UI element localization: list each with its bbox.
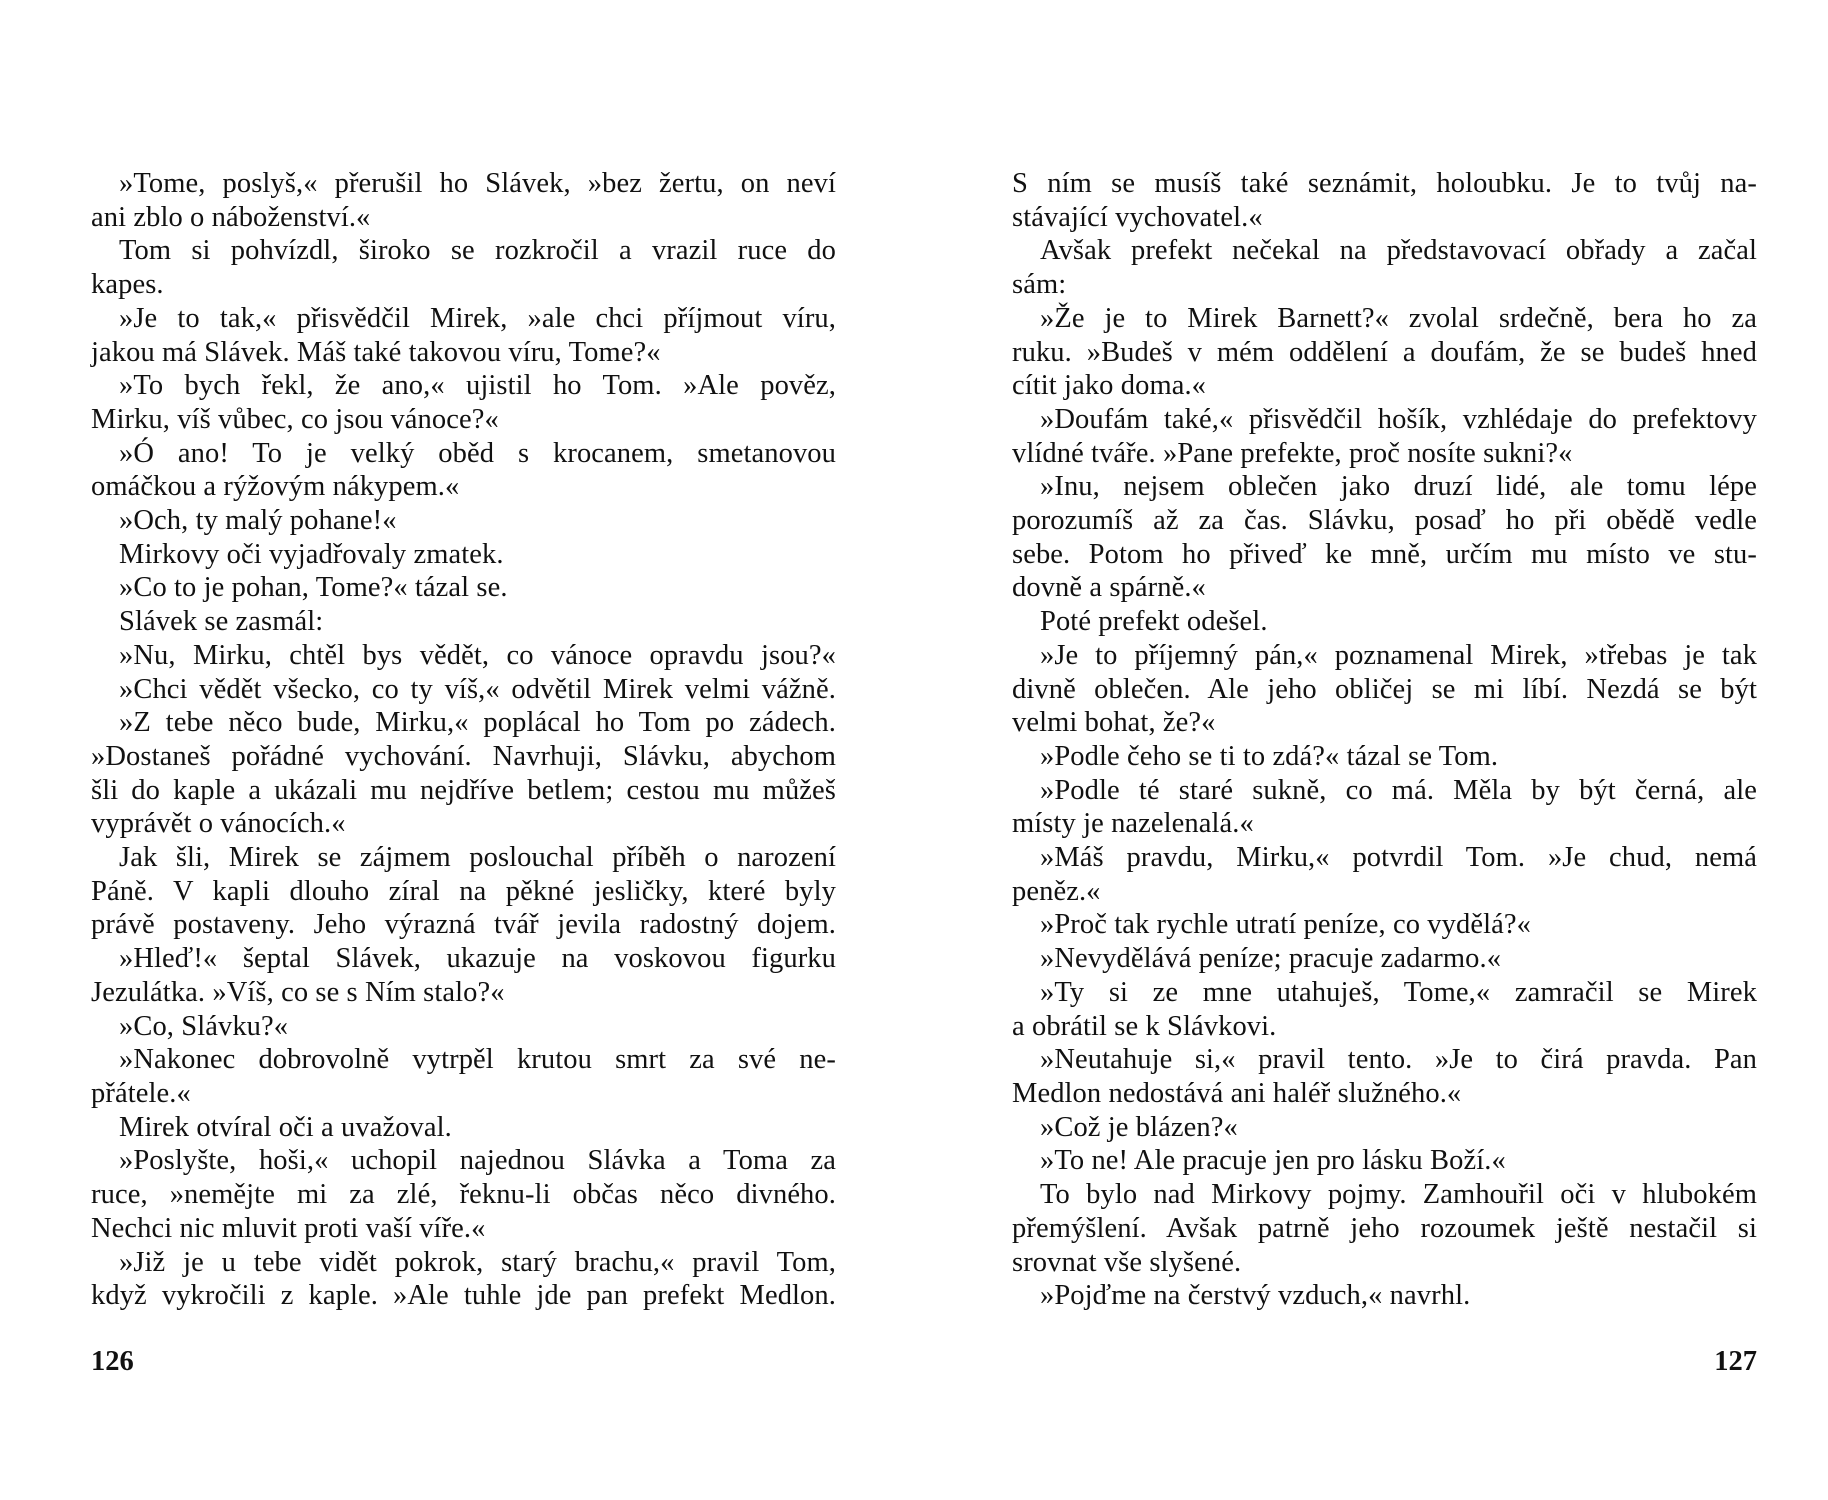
right-page — [1012, 167, 1757, 1407]
text-line: »Nu, Mirku, chtěl bys vědět, co vánoce opravdu jsou?« — [119, 639, 836, 671]
text-line: Slávek se zasmál: — [119, 606, 324, 638]
text-line: »Hleď!« šeptal Slávek, ukazuje na voskovou figurku — [119, 943, 836, 975]
text-line: Nechci nic mluvit proti vaší víře.« — [91, 1212, 486, 1244]
text-line: jakou má Slávek. Máš také takovou víru, Tome?« — [91, 336, 661, 368]
text-line: cítit jako doma.« — [1012, 370, 1207, 402]
text-line: »To bych řekl, že ano,« ujistil ho Tom. »Ale pověz, — [119, 370, 836, 402]
text-line: »Co, Slávku?« — [119, 1010, 289, 1042]
text-line: dovně a spárně.« — [1012, 572, 1206, 604]
text-line: Mirkovy oči vyjadřovaly zmatek. — [119, 538, 504, 570]
text-line: přátele.« — [91, 1077, 191, 1109]
page-number-left: 126 — [91, 1346, 134, 1377]
text-line: ruce, »nemějte mi za zlé, řeknu-li občas něco divného. — [91, 1179, 836, 1211]
text-line: stávající vychovatel.« — [1012, 201, 1263, 233]
text-line: »Ó ano! To je velký oběd s krocanem, smetanovou — [119, 437, 836, 469]
text-line: Mirek otvíral oči a uvažoval. — [119, 1111, 452, 1143]
text-line: »Och, ty malý pohane!« — [119, 505, 397, 537]
text-line: »Že je to Mirek Barnett?« zvolal srdečně, bera ho za — [1040, 302, 1757, 334]
text-line: právě postaveny. Jeho výrazná tvář jevila radostný dojem. — [91, 909, 836, 941]
text-line: ruku. »Budeš v mém oddělení a doufám, že se budeš hned — [1012, 336, 1757, 368]
text-line: šli do kaple a ukázali mu nejdříve betlem; cestou mu můžeš — [91, 774, 836, 806]
text-line: »Ty si ze mne utahuješ, Tome,« zamračil se Mirek — [1040, 976, 1757, 1008]
text-line: S ním se musíš také seznámit, holoubku. Je to tvůj na- — [1012, 168, 1757, 199]
text-line: peněz.« — [1012, 875, 1101, 907]
text-line: omáčkou a rýžovým nákypem.« — [91, 471, 460, 503]
text-line: »Je to příjemný pán,« poznamenal Mirek, »třebas je tak — [1040, 639, 1757, 671]
text-line: »Neutahuje si,« pravil tento. »Je to čirá pravda. Pan — [1040, 1044, 1757, 1076]
text-line: Tom si pohvízdl, široko se rozkročil a vrazil ruce do — [119, 235, 836, 267]
text-line: a obrátil se k Slávkovi. — [1012, 1010, 1277, 1042]
text-line: Poté prefekt odešel. — [1040, 606, 1268, 638]
text-line: »Pojďme na čerstvý vzduch,« navrhl. — [1040, 1280, 1471, 1312]
text-line: »Podle té staré sukně, co má. Měla by být černá, ale — [1040, 774, 1757, 806]
text-line: »Nevydělává peníze; pracuje zadarmo.« — [1040, 943, 1502, 975]
right-page-text — [1012, 167, 1757, 1313]
text-line: vlídné tváře. »Pane prefekte, proč nosíte sukni?« — [1012, 437, 1573, 469]
left-page-text — [91, 167, 836, 1313]
text-line: »Z tebe něco bude, Mirku,« poplácal ho Tom po zádech. — [119, 707, 836, 739]
text-line: To bylo nad Mirkovy pojmy. Zamhouřil oči v hlubokém — [1040, 1179, 1757, 1211]
text-line: »Máš pravdu, Mirku,« potvrdil Tom. »Je chud, nemá — [1040, 842, 1757, 874]
text-line: sebe. Potom ho přiveď ke mně, určím mu místo ve stu- — [1012, 538, 1757, 570]
text-line: ani zblo o náboženství.« — [91, 201, 371, 233]
text-line: »Podle čeho se ti to zdá?« tázal se Tom. — [1040, 740, 1499, 772]
text-line: porozumíš až za čas. Slávku, posaď ho při obědě vedle — [1012, 505, 1757, 537]
text-line: Avšak prefekt nečekal na představovací obřady a začal — [1040, 235, 1757, 267]
text-line: když vykročili z kaple. »Ale tuhle jde pan prefekt Medlon. — [91, 1280, 836, 1312]
text-line: velmi bohat, že?« — [1012, 707, 1216, 739]
text-line: »Je to tak,« přisvědčil Mirek, »ale chci příjmout víru, — [119, 302, 836, 334]
text-line: kapes. — [91, 269, 164, 301]
text-line: »Inu, nejsem oblečen jako druzí lidé, ale tomu lépe — [1040, 471, 1757, 503]
text-line: Medlon nedostává ani haléř služného.« — [1012, 1077, 1462, 1109]
page-number-right: 127 — [1714, 1346, 1757, 1377]
text-line: Jak šli, Mirek se zájmem poslouchal příběh o narození — [119, 842, 836, 874]
text-line: »Což je blázen?« — [1040, 1111, 1238, 1143]
text-line: »Doufám také,« přisvědčil hošík, vzhlédaje do prefektovy — [1040, 403, 1757, 435]
text-line: »Co to je pohan, Tome?« tázal se. — [119, 572, 508, 604]
text-line: divně oblečen. Ale jeho obličej se mi líbí. Nezdá se být — [1012, 673, 1757, 705]
text-line: místy je nazelenalá.« — [1012, 808, 1254, 840]
text-line: »Chci vědět všecko, co ty víš,« odvětil Mirek velmi vážně. — [119, 673, 836, 705]
text-line: vyprávět o vánocích.« — [91, 808, 346, 840]
text-line: »To ne! Ale pracuje jen pro lásku Boží.« — [1040, 1145, 1506, 1177]
text-line: »Tome, poslyš,« přerušil ho Slávek, »bez žertu, on neví — [119, 168, 836, 199]
text-line: »Proč tak rychle utratí peníze, co vydělá?« — [1040, 909, 1531, 941]
text-line: Páně. V kapli dlouho zíral na pěkné jesličky, které byly — [91, 875, 836, 907]
text-line: »Poslyšte, hoši,« uchopil najednou Slávka a Toma za — [119, 1145, 836, 1177]
text-line: srovnat vše slyšené. — [1012, 1246, 1242, 1278]
left-page — [91, 167, 836, 1407]
text-line: »Dostaneš pořádné vychování. Navrhuji, Slávku, abychom — [91, 740, 836, 772]
text-line: přemýšlení. Avšak patrně jeho rozoumek ještě nestačil si — [1012, 1212, 1757, 1244]
text-line: sám: — [1012, 269, 1067, 301]
text-line: »Již je u tebe vidět pokrok, starý brachu,« pravil Tom, — [119, 1246, 836, 1278]
text-line: »Nakonec dobrovolně vytrpěl krutou smrt za své ne- — [119, 1044, 836, 1076]
text-line: Mirku, víš vůbec, co jsou vánoce?« — [91, 403, 499, 435]
text-line: Jezulátka. »Víš, co se s Ním stalo?« — [91, 976, 505, 1008]
